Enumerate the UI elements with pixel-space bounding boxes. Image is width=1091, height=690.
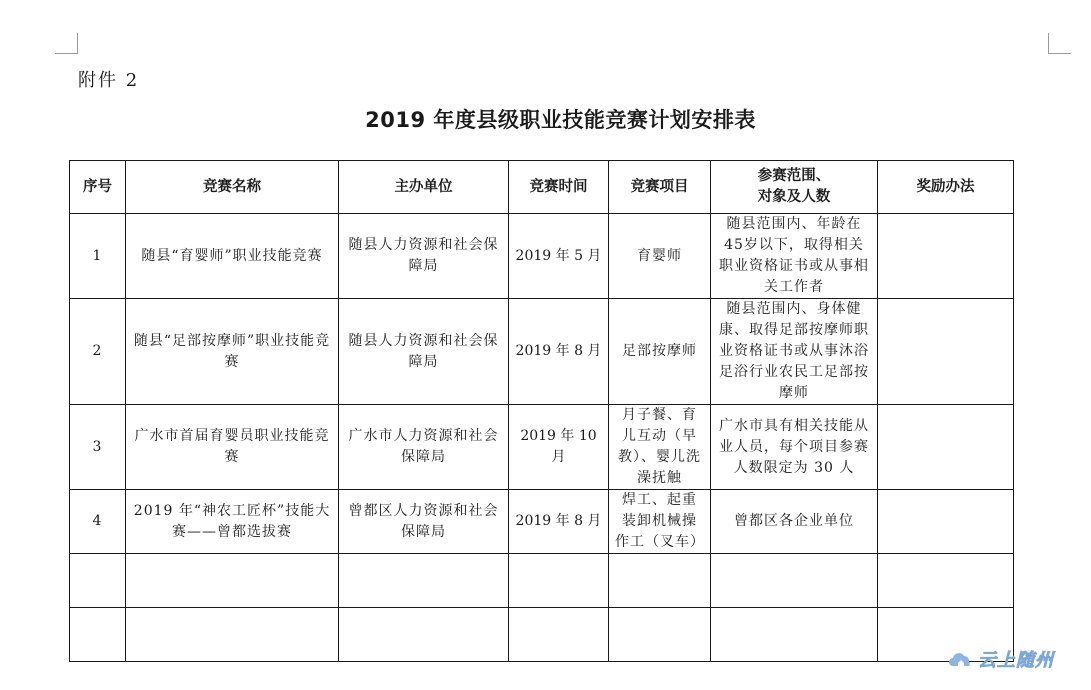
cell-index: 2: [70, 299, 126, 405]
watermark-text: 云上随州: [978, 650, 1054, 671]
table-row: [70, 299, 1014, 405]
cell-organizer: [339, 608, 509, 662]
cell-competition-name: [126, 554, 339, 608]
cell-organizer: 曾都区人力资源和社会保障局: [339, 490, 509, 554]
cell-competition-item: 焊工、起重装卸机械操作工（叉车）: [609, 490, 711, 554]
cell-reward: [878, 405, 1014, 490]
cell-reward: [878, 490, 1014, 554]
cell-organizer: 广水市人力资源和社会保障局: [339, 405, 509, 490]
table-header-row: [70, 161, 1014, 214]
header-index: 序号: [70, 161, 126, 214]
cell-organizer: [339, 554, 509, 608]
cell-participants: [711, 608, 878, 662]
page-corner-mark-top-left: [55, 33, 78, 54]
cell-competition-name: [126, 608, 339, 662]
cell-reward: [878, 299, 1014, 405]
header-reward: 奖励办法: [878, 161, 1014, 214]
cell-competition-time: 2019 年 8 月: [509, 299, 609, 405]
header-competition-item: 竞赛项目: [609, 161, 711, 214]
document-title: 2019 年度县级职业技能竞赛计划安排表: [365, 108, 756, 132]
cell-competition-time: [509, 554, 609, 608]
cell-competition-name: 随县“足部按摩师”职业技能竞赛: [126, 299, 339, 405]
cell-competition-name: 2019 年“神农工匠杯”技能大赛——曾都选拔赛: [126, 490, 339, 554]
cell-reward: [878, 214, 1014, 299]
cell-competition-time: [509, 608, 609, 662]
cell-organizer: 随县人力资源和社会保障局: [339, 299, 509, 405]
table-row-empty: [70, 608, 1014, 662]
page-corner-mark-top-right: [1048, 33, 1071, 54]
table-row-empty: [70, 554, 1014, 608]
cell-participants: 广水市具有相关技能从业人员，每个项目参赛人数限定为 30 人: [711, 405, 878, 490]
cell-competition-time: 2019 年 8 月: [509, 490, 609, 554]
cloud-house-icon: [948, 649, 974, 669]
cell-participants: [711, 554, 878, 608]
cell-reward: [878, 554, 1014, 608]
header-organizer: 主办单位: [339, 161, 509, 214]
cell-participants: 随县范围内、身体健康、取得足部按摩师职业资格证书或从事沐浴足浴行业农民工足部按摩师: [711, 299, 878, 405]
cell-index: 1: [70, 214, 126, 299]
cell-index: 4: [70, 490, 126, 554]
cell-participants: 随县范围内、年龄在45岁以下，取得相关职业资格证书或从事相关工作者: [711, 214, 878, 299]
cell-index: [70, 554, 126, 608]
cell-competition-item: 育婴师: [609, 214, 711, 299]
competition-plan-table: [69, 160, 1014, 662]
attachment-label: 附件 2: [78, 70, 140, 91]
cell-competition-item: [609, 608, 711, 662]
cell-participants: 曾都区各企业单位: [711, 490, 878, 554]
header-competition-time: 竞赛时间: [509, 161, 609, 214]
table-row: [70, 405, 1014, 490]
cell-competition-item: 月子餐、育儿互动（早教）、婴儿洗澡抚触: [609, 405, 711, 490]
header-competition-name: 竞赛名称: [126, 161, 339, 214]
cell-competition-item: 足部按摩师: [609, 299, 711, 405]
header-participants: 参赛范围、 对象及人数: [711, 161, 878, 214]
cell-organizer: 随县人力资源和社会保障局: [339, 214, 509, 299]
cell-index: 3: [70, 405, 126, 490]
watermark-logo: [948, 646, 1078, 672]
cell-competition-item: [609, 554, 711, 608]
table-row: [70, 490, 1014, 554]
cell-index: [70, 608, 126, 662]
cell-competition-time: 2019 年 10 月: [509, 405, 609, 490]
table-row: [70, 214, 1014, 299]
cell-competition-name: 广水市首届育婴员职业技能竞赛: [126, 405, 339, 490]
cell-competition-name: 随县“育婴师”职业技能竞赛: [126, 214, 339, 299]
cell-competition-time: 2019 年 5 月: [509, 214, 609, 299]
